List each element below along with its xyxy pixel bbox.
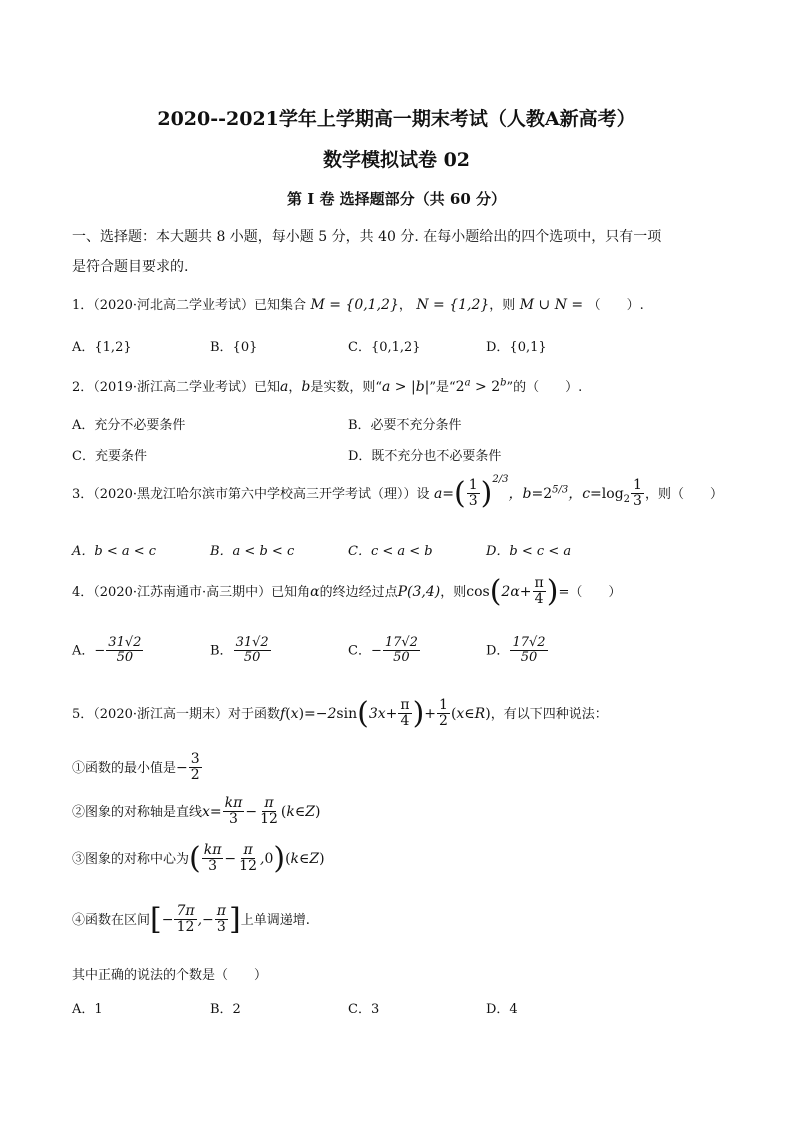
q2-prefix: 2．（2019·浙江高二学业考试）已知 (72, 380, 280, 395)
q5-statement-4: ④函数在区间[− $\frac{7\pi}{12}$ ,− $\frac{\pi}{3}$ ]上单调递增. (72, 901, 310, 937)
q1-expr: M ∪ N = (519, 297, 584, 313)
q2-mid: 是实数，则“ (310, 380, 382, 395)
exam-title: 2020--2021学年上学期高一期末考试（人教A新高考） (157, 108, 636, 130)
q4-mid2: ，则 (440, 584, 467, 600)
q2-option-c[interactable]: C．充要条件 (72, 449, 147, 464)
question-1: 1．（2020·河北高二学业考试）已知集合 M = {0,1,2}， N = {1,2}，则 M ∪ N = （ ）. (72, 297, 644, 313)
q2-shi: ”是“ (429, 380, 456, 395)
q3-option-a[interactable]: A．b < a < c (72, 544, 157, 559)
q4-option-a[interactable]: A．− $\frac{31√2}{50}$ (72, 635, 142, 666)
q5-option-a[interactable]: A．1 (72, 1002, 103, 1017)
q2-option-a[interactable]: A．充分不必要条件 (72, 418, 186, 433)
q2-var-a: a (280, 379, 289, 395)
q1-option-a[interactable]: A．{1,2} (72, 340, 132, 355)
q1-suffix: ，则 (489, 298, 516, 313)
q3-option-c[interactable]: C．c < a < b (348, 544, 433, 559)
question-3 (72, 474, 723, 511)
q4-option-d[interactable]: D． $\frac{17√2}{50}$ (486, 635, 546, 666)
q4-point: P(3,4) (397, 583, 441, 600)
q2-var-b: b (301, 379, 311, 395)
q2-cond2: $2^a > 2^b$ (455, 377, 507, 395)
q5-statement-1: ①函数的最小值是− $\frac{3}{2}$ (72, 751, 200, 784)
q5-ask: 其中正确的说法的个数是（ ） (72, 968, 268, 983)
q1-tail: （ ）. (587, 298, 644, 313)
q5-option-c[interactable]: C．3 (348, 1002, 380, 1017)
q5-option-b[interactable]: B．2 (210, 1002, 241, 1017)
q5-statement-3: ③图象的对称中心为( $\frac{k\pi}{3}$ − $\frac{\pi}{12}$ ,0)(k∈Z) (72, 840, 325, 876)
q3-tail: ，则（ ） (644, 486, 723, 502)
instructions-line-2: 是符合题目要求的. (72, 259, 189, 275)
q2-cond: a > |b| (382, 379, 430, 395)
q5-statement-2: ②图象的对称轴是直线x= $\frac{k\pi}{3}$ − $\frac{\pi}{12}$ (k∈Z) (72, 795, 321, 828)
q4-mid: 的终边经过点 (319, 584, 398, 600)
question-5 (72, 695, 608, 731)
q1-m-set: M = {0,1,2} (310, 297, 399, 313)
q2-option-d[interactable]: D．既不充分也不必要条件 (348, 449, 502, 464)
q2-option-b[interactable]: B．必要不充分条件 (348, 418, 462, 433)
instructions-line-1: 一、选择题：本大题共 8 小题，每小题 5 分，共 40 分. 在每小题给出的四个选项中，只有一项 (72, 229, 662, 245)
q4-prefix: 4．（2020·江苏南通市·高三期中）已知角 (72, 584, 311, 600)
q4-expr: cos(2α+ $\frac{\pi}{4}$ ) (466, 573, 559, 609)
q1-prefix: 1．（2020·河北高二学业考试）已知集合 (72, 298, 306, 313)
q3-option-b[interactable]: B．a < b < c (210, 544, 295, 559)
section-heading: 第 I 卷 选择题部分（共 60 分） (286, 190, 506, 208)
q2-tail: ”的（ ）. (506, 380, 583, 395)
q3-formula: a=( $\frac{1}{3}$ )$^{2/3}$，$b=2^{5/3}$，$c=\log_2$ $\frac{1}{3}$ (433, 474, 642, 511)
q4-option-b[interactable]: B． $\frac{31√2}{50}$ (210, 635, 269, 666)
q5-option-d[interactable]: D．4 (486, 1002, 518, 1017)
exam-subtitle: 数学模拟试卷 02 (322, 149, 471, 171)
q1-option-c[interactable]: C．{0,1,2} (348, 340, 421, 355)
q1-option-b[interactable]: B．{0} (210, 340, 258, 355)
q3-prefix: 3．（2020·黑龙江哈尔滨市第六中学校高三开学考试（理））设 (72, 486, 430, 502)
q4-tail: =（ ） (558, 584, 622, 600)
question-4: 4．（2020·江苏南通市·高三期中）已知角α的终边经过点P(3,4)，则cos(2α+ $\frac{\pi}{4}$ )=（ ） (72, 573, 622, 609)
q1-option-d[interactable]: D．{0,1} (486, 340, 547, 355)
q4-option-c[interactable]: C．− $\frac{17√2}{50}$ (348, 635, 418, 666)
q1-n-set: N = {1,2} (416, 297, 490, 313)
q5-prefix: 5．（2020·浙江高一期末）对于函数 (72, 706, 280, 722)
q3-option-d[interactable]: D．b < c < a (486, 544, 572, 559)
question-2: 2．（2019·浙江高二学业考试）已知a，b是实数，则“a > |b|”是“$2^a > 2^b$”的（ ）. (72, 377, 583, 395)
q5-function: f(x)=−2sin(3x+ $\frac{\pi}{4}$ )+ $\frac{1}{2}$ (x∈R) (280, 695, 491, 731)
q5-tail: ，有以下四种说法： (490, 706, 608, 722)
